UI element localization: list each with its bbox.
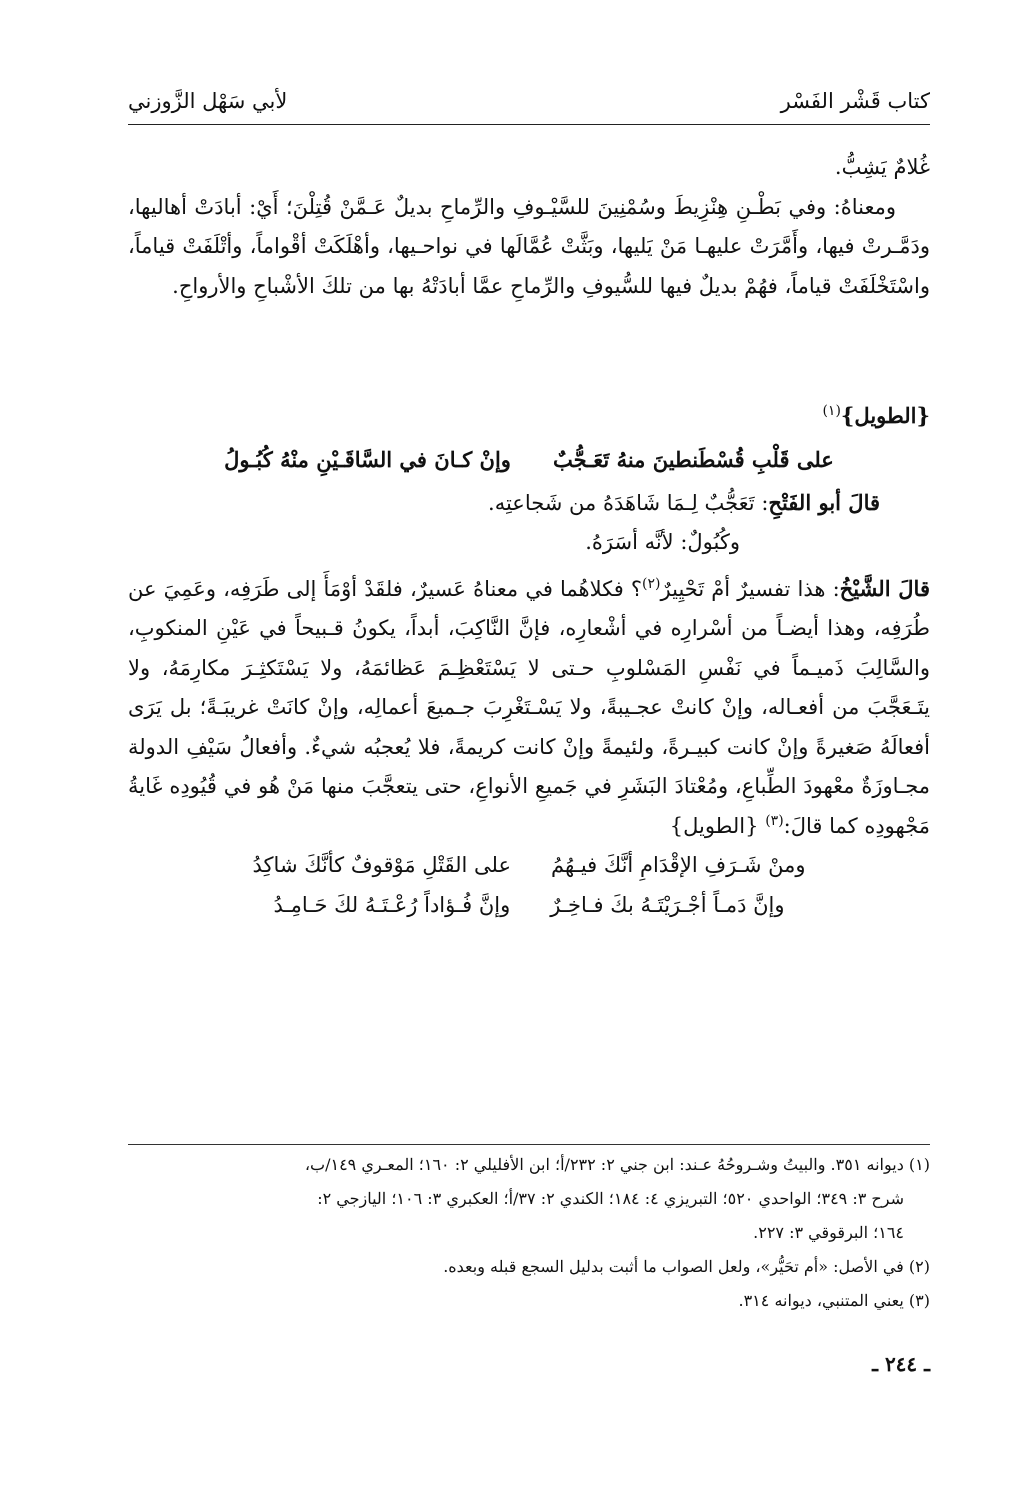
sheikh-text-2: ؟ فكلاهُما في معناهُ عَسيرٌ، فلقَدْ أوْمَأَ إلى طَرَفِه، وعَمِيَ عن طُرَفِه، وهذا أيضـاً من أسْرارِه في أشْعارِه، فإنَّ النَّاكِبَ، أبداً، يكونُ قـبيحاً في عَيْنِ المنكوبِ، والسَّالِبَ ذَميـماً في نَفْسِ المَسْلوبِ حـتى لا يَسْتَعْظِـمَ عَظائمَهُ، ولا يَسْتَكثِـرَ مكارِمَهُ، ولا يتَـعَجَّبَ من أفعـاله، وإنْ كانتْ عجـيبةً، ولا يَسْـتَغْرِبَ جـميعَ أعمالِه، وإنْ كانَتْ غريبَـةً؛ بل يَرَى أفعالَهُ صَغيرةً وإنْ كانت كبيـرةً، ولئيمةً وإنْ كانت كريمةً، فلا يُعجبُه شيءٌ. وأفعالُ سَيْفِ الدولة مجـاوزَةٌ معْهودَ الطِّباعِ، ومُعْتادَ البَشَرِ في جَميعِ الأنواعِ، حتى يتعجَّبَ منها مَنْ هُو في قُيُودِه غَايةُ مَجْهودِه كما قالَ: (128, 576, 930, 838)
sheikh-paragraph (128, 569, 930, 847)
paragraph-2: ومعناهُ: وفي بَطْـنِ هِنْزِيطَ وسُمْنِينَ للسَّيْـوفِ والرِّماحِ بديلٌ عَـمَّنْ قُتِلْنَ؛ أَيْ: أبادَتْ أهاليها، ودَمَّـرتْ فيها، وأَمَّرَتْ عليهـا مَنْ يَليها، وبَثَّتْ عُمَّالَها في نواحـيها، وأهْلَكَتْ أقْواماً، وأتْلَفَتْ قياماً، واسْتَخْلَفَتْ قياماً، فهُمْ بديلٌ فيها للسُّيوفِ والرِّماحِ عمَّا أبادَتْهُ بها من تلكَ الأشْباحِ والأرواحِ. (128, 194, 930, 298)
sheikh-label: قالَ الشَّيْخُ (839, 575, 930, 601)
page-number: ـ ٢٤٤ ـ (872, 1352, 930, 1376)
verse-2-first-hemistich: ومنْ شَـرَفِ الإقْدَامِ أنَّكَ فيـهُمُ (551, 853, 806, 878)
footnote-ref-2: (٢) (642, 575, 661, 592)
abu-alfath-comment (128, 483, 930, 524)
footnote-ref-1: (١) (822, 403, 841, 419)
meter-name: {الطويل} (840, 403, 930, 428)
kubul-line: وكُبُولٌ: لأنَّه أسَرَهُ. (585, 530, 740, 554)
footnote-2: (٢) في الأصل: «أم تحَيُّر»، ولعل الصواب ما أثبت بدليل السجع قبله وبعده. (443, 1257, 930, 1276)
footnote-1-line-2: شرح ٣: ٣٤٩؛ الواحدي ٥٢٠؛ التبريزي ٤: ١٨٤؛ الكندي ٢: ٣٧/أ؛ العكبري ٣: ١٠٦؛ اليازجي ٢: (317, 1189, 904, 1208)
verse-3-second-hemistich: وإنَّ فُـؤاداً رُعْـتَـهُ لكَ حَـامِـدُ (273, 893, 511, 918)
paragraph-1: غُلامٌ يَشِبُّ. (834, 155, 930, 179)
verse-3 (128, 886, 930, 926)
abu-alfath-label: قالَ أبو الفَتْحِ (768, 489, 880, 515)
footnote-1-line-3: ١٦٤؛ البرقوقي ٣: ٢٢٧. (753, 1223, 904, 1242)
verse-1-second-hemistich: وإنْ كـانَ في السَّاقَـيْنِ منْهُ كُبُـولُ (224, 446, 511, 472)
footnotes (128, 1148, 930, 1318)
footnote-1-line-1: (١) ديوانه ٣٥١. والبيتُ وشـروحُهُ عـند: ابن جني ٢: ٢٣٢/أ؛ ابن الأفليلي ٢: ١٦٠؛ المعـري ١٤٩/ب، (304, 1155, 930, 1174)
verse-2 (128, 846, 930, 886)
book-title: كتاب قَشْر الفَسْر (780, 89, 930, 113)
verse-1-first-hemistich: على قَلْبِ قُسْطَنطينَ منهُ تَعَـجُّبٌ (552, 446, 834, 472)
footnote-ref-3: (٣) (765, 812, 784, 829)
sheikh-text-1: : هذا تفسيرٌ أمْ تَحْيِيرٌ (660, 576, 840, 601)
abu-alfath-text: : تَعَجُّبٌ لِـمَا شَاهَدَهُ من شَجاعتِه. (488, 490, 769, 515)
footnote-3: (٣) يعني المتنبي، ديوانه ٣١٤. (738, 1291, 930, 1310)
main-text (128, 148, 930, 926)
meter-name-2: {الطويل} (669, 813, 759, 838)
author-name: لأبي سَهْل الزَّوزني (128, 89, 288, 113)
verse-2-second-hemistich: على القَتْلِ مَوْقوفٌ كأنَّكَ شاكِدُ (252, 853, 512, 878)
verse-1 (128, 437, 930, 483)
footnote-divider (128, 1144, 930, 1145)
meter-label (128, 396, 930, 437)
running-header (128, 78, 930, 125)
verse-3-first-hemistich: وإنَّ دَمـاً أجْـرَيْتَـهُ بكَ فـاخِـرٌ (550, 893, 785, 918)
